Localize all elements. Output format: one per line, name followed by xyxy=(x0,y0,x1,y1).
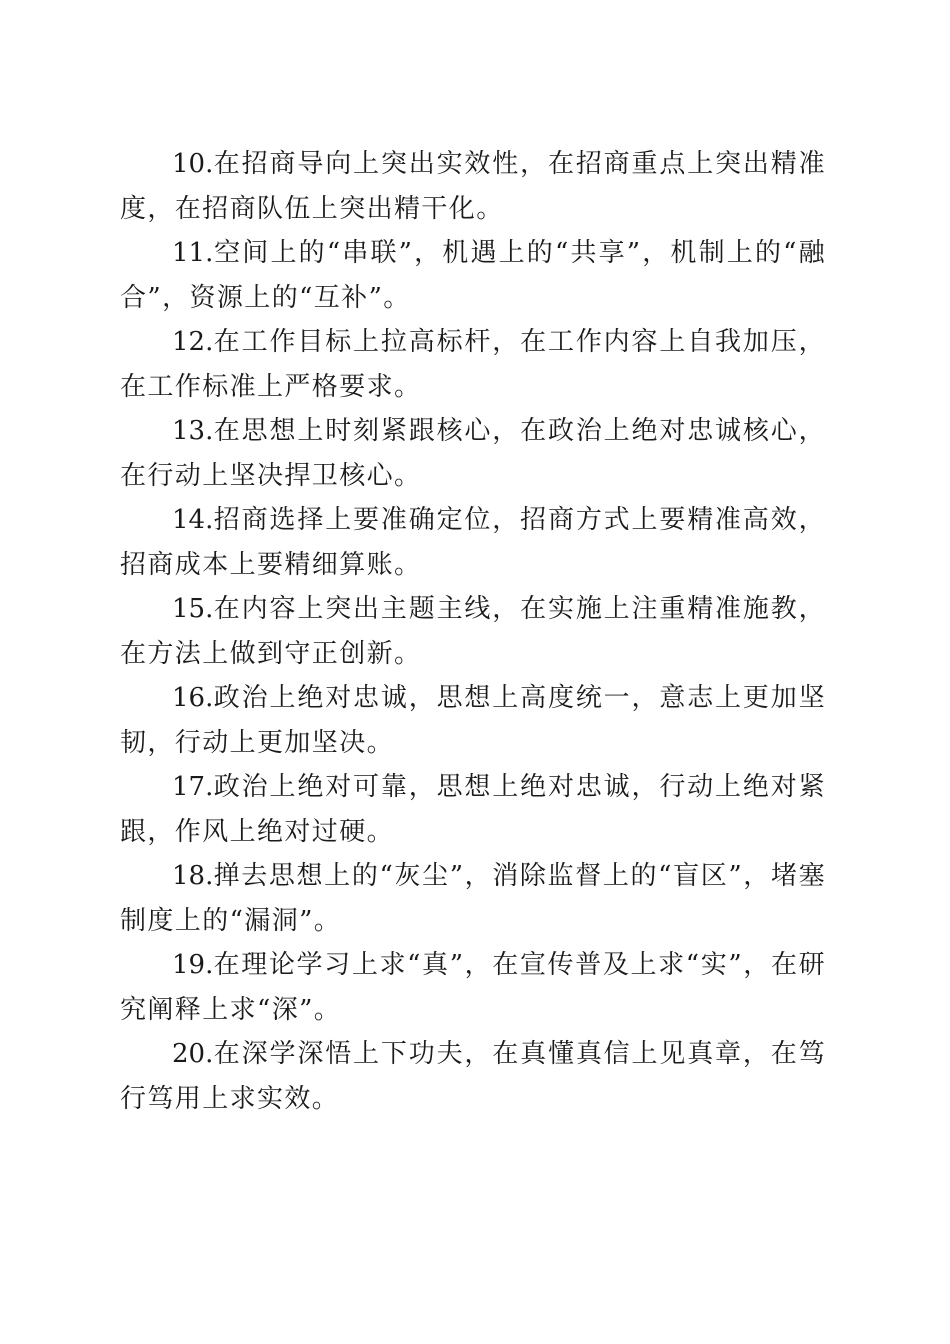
paragraph-text: 在内容上突出主题主线，在实施上注重精准施教，在方法上做到守正创新。 xyxy=(120,594,826,669)
paragraph-text: 在深学深悟上下功夫，在真懂真信上见真章，在笃行笃用上求实效。 xyxy=(120,1039,826,1114)
paragraph-13 xyxy=(120,409,826,498)
paragraph-20 xyxy=(120,1032,826,1121)
paragraph-text: 招商选择上要准确定位，招商方式上要精准高效，招商成本上要精细算账。 xyxy=(120,505,826,580)
paragraph-17 xyxy=(120,765,826,854)
paragraph-text: 掸去思想上的“灰尘”，消除监督上的“盲区”，堵塞制度上的“漏洞”。 xyxy=(120,861,826,936)
paragraph-number: 11. xyxy=(172,238,214,268)
paragraph-text: 政治上绝对可靠，思想上绝对忠诚，行动上绝对紧跟，作风上绝对过硬。 xyxy=(120,772,826,847)
paragraph-number: 18. xyxy=(172,861,214,891)
paragraph-19 xyxy=(120,943,826,1032)
paragraph-number: 20. xyxy=(172,1039,214,1069)
paragraph-text: 空间上的“串联”，机遇上的“共享”，机制上的“融合”，资源上的“互补”。 xyxy=(120,238,826,313)
paragraph-number: 14. xyxy=(172,505,214,535)
paragraph-text: 在招商导向上突出实效性，在招商重点上突出精准度，在招商队伍上突出精干化。 xyxy=(120,149,826,224)
paragraph-number: 15. xyxy=(172,594,214,624)
paragraph-text: 在工作目标上拉高标杆，在工作内容上自我加压，在工作标准上严格要求。 xyxy=(120,327,826,402)
paragraph-number: 13. xyxy=(172,416,214,446)
document-body xyxy=(120,142,826,1121)
paragraph-18 xyxy=(120,854,826,943)
paragraph-15 xyxy=(120,587,826,676)
paragraph-number: 12. xyxy=(172,327,214,357)
paragraph-text: 政治上绝对忠诚，思想上高度统一，意志上更加坚韧，行动上更加坚决。 xyxy=(120,683,826,758)
paragraph-14 xyxy=(120,498,826,587)
paragraph-11 xyxy=(120,231,826,320)
paragraph-number: 16. xyxy=(172,683,214,713)
paragraph-number: 17. xyxy=(172,772,214,802)
paragraph-10 xyxy=(120,142,826,231)
paragraph-text: 在思想上时刻紧跟核心，在政治上绝对忠诚核心，在行动上坚决捍卫核心。 xyxy=(120,416,826,491)
paragraph-text: 在理论学习上求“真”，在宣传普及上求“实”，在研究阐释上求“深”。 xyxy=(120,950,826,1025)
paragraph-number: 19. xyxy=(172,950,214,980)
paragraph-16 xyxy=(120,676,826,765)
paragraph-12 xyxy=(120,320,826,409)
paragraph-number: 10. xyxy=(172,149,214,179)
